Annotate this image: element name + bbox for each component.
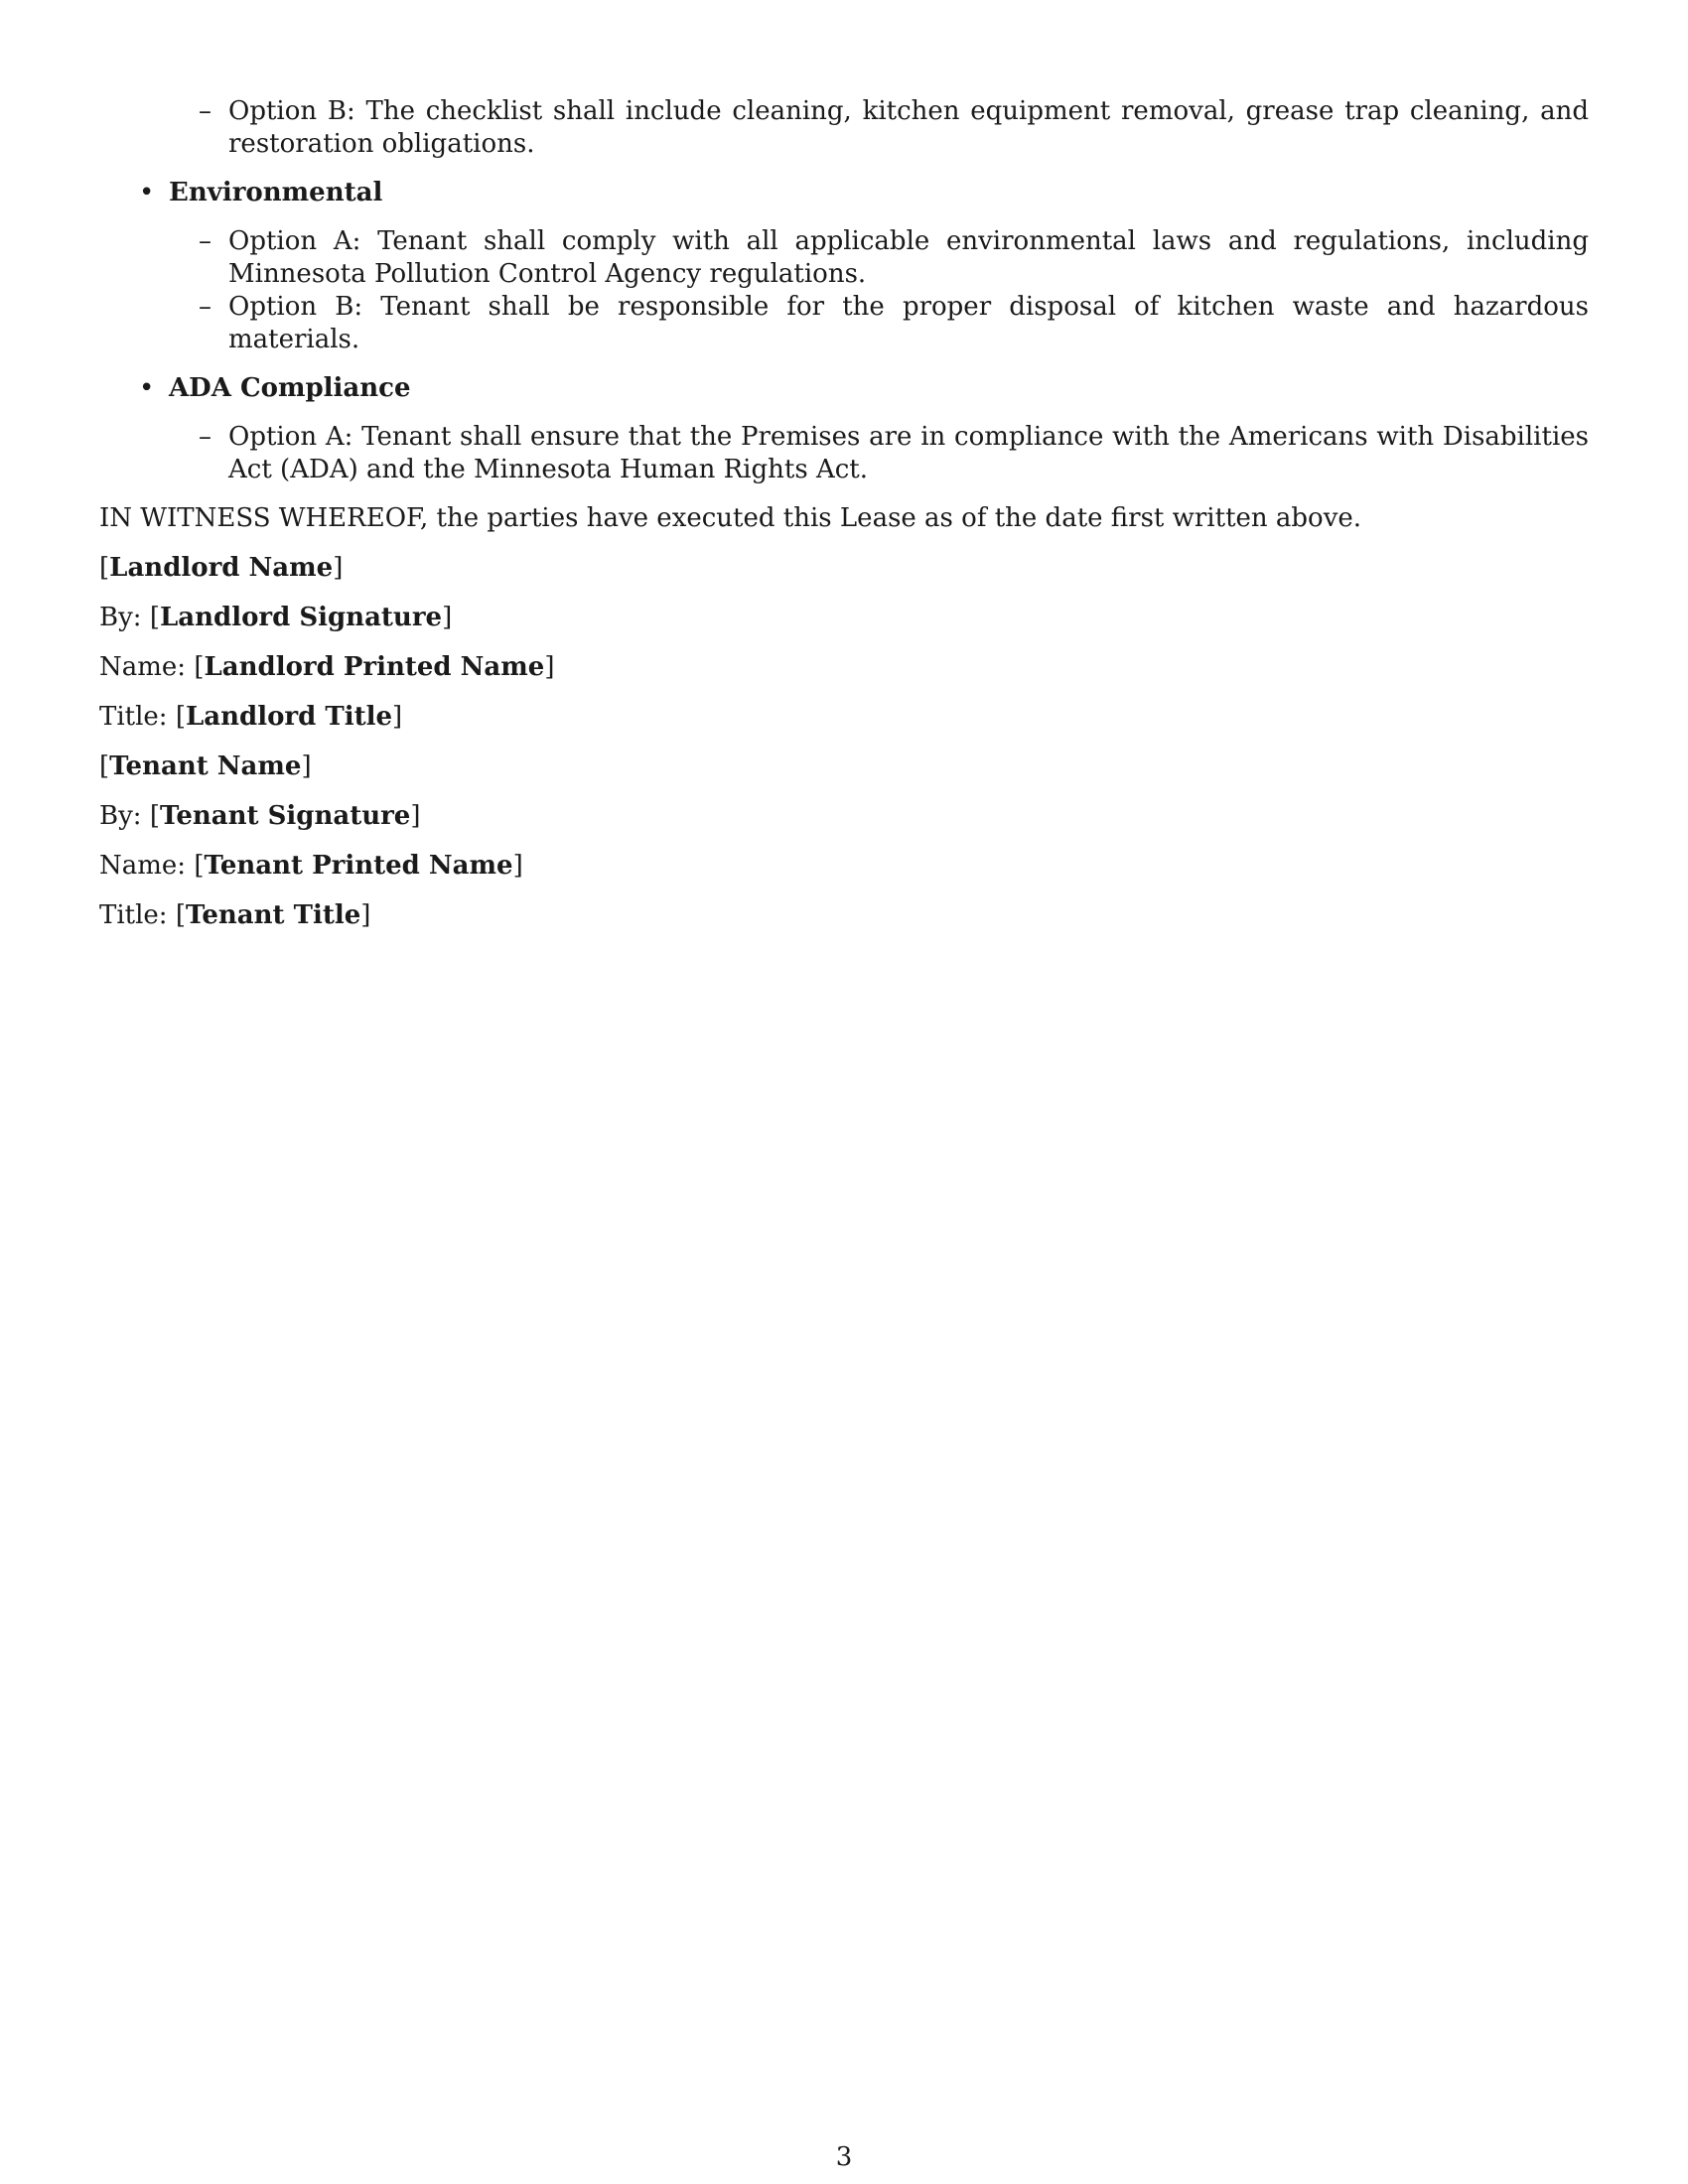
open-bracket: [ bbox=[175, 702, 186, 732]
title-label: Title: bbox=[99, 702, 168, 732]
close-bracket: ] bbox=[360, 900, 371, 930]
dash-marker: – bbox=[199, 422, 211, 452]
open-bracket: [ bbox=[175, 900, 186, 930]
tenant-title: Tenant Title bbox=[186, 900, 361, 930]
page-number: 3 bbox=[835, 2142, 853, 2172]
close-bracket: ] bbox=[512, 851, 523, 881]
landlord-signature: Landlord Signature bbox=[159, 603, 443, 632]
landlord-name: Landlord Name bbox=[109, 553, 334, 583]
by-label: By: bbox=[99, 603, 142, 632]
close-bracket: ] bbox=[442, 603, 453, 632]
option-text: Option A: Tenant shall comply with all applicable environmental laws and regulations, including Minnesota Pollution Control Agency regulations. bbox=[228, 226, 1589, 289]
environmental-heading bbox=[139, 177, 1589, 209]
landlord-printed-name-line bbox=[99, 651, 1589, 684]
document-body bbox=[99, 95, 1589, 932]
tenant-name-line bbox=[99, 751, 1589, 783]
closing-checklist-option-b bbox=[199, 95, 1589, 161]
open-bracket: [ bbox=[149, 603, 160, 632]
close-bracket: ] bbox=[333, 553, 344, 583]
bullet-marker: • bbox=[139, 178, 155, 207]
witness-clause: IN WITNESS WHEREOF, the parties have executed this Lease as of the date first written above. bbox=[99, 503, 1362, 533]
close-bracket: ] bbox=[392, 702, 403, 732]
open-bracket: [ bbox=[194, 652, 205, 682]
bullet-marker: • bbox=[139, 373, 155, 403]
landlord-name-line bbox=[99, 552, 1589, 585]
ada-option-a bbox=[199, 421, 1589, 486]
section-title: ADA Compliance bbox=[169, 373, 411, 403]
ada-heading bbox=[139, 372, 1589, 405]
landlord-printed-name: Landlord Printed Name bbox=[204, 652, 545, 682]
by-label: By: bbox=[99, 801, 142, 831]
open-bracket: [ bbox=[99, 553, 110, 583]
close-bracket: ] bbox=[410, 801, 421, 831]
landlord-title: Landlord Title bbox=[186, 702, 393, 732]
close-bracket: ] bbox=[301, 751, 312, 781]
tenant-printed-name-line bbox=[99, 850, 1589, 883]
tenant-by-line bbox=[99, 800, 1589, 833]
tenant-name: Tenant Name bbox=[109, 751, 302, 781]
landlord-by-line bbox=[99, 602, 1589, 634]
tenant-signature: Tenant Signature bbox=[159, 801, 411, 831]
environmental-option-b bbox=[199, 291, 1589, 356]
open-bracket: [ bbox=[99, 751, 110, 781]
dash-marker: – bbox=[199, 96, 211, 126]
name-label: Name: bbox=[99, 851, 187, 881]
name-label: Name: bbox=[99, 652, 187, 682]
option-text: Option A: Tenant shall ensure that the Premises are in compliance with the Americans with Disabilities Act (ADA) and the Minnesota Human Rights Act. bbox=[228, 422, 1589, 484]
open-bracket: [ bbox=[194, 851, 205, 881]
tenant-printed-name: Tenant Printed Name bbox=[204, 851, 513, 881]
landlord-title-line bbox=[99, 701, 1589, 734]
dash-marker: – bbox=[199, 292, 211, 322]
section-title: Environmental bbox=[169, 178, 383, 207]
option-text: Option B: Tenant shall be responsible for the proper disposal of kitchen waste and hazardous materials. bbox=[228, 292, 1589, 354]
environmental-option-a bbox=[199, 225, 1589, 291]
option-text: Option B: The checklist shall include cleaning, kitchen equipment removal, grease trap cleaning, and restoration obligations. bbox=[228, 96, 1589, 159]
title-label: Title: bbox=[99, 900, 168, 930]
tenant-title-line bbox=[99, 899, 1589, 932]
dash-marker: – bbox=[199, 226, 211, 256]
open-bracket: [ bbox=[149, 801, 160, 831]
close-bracket: ] bbox=[544, 652, 555, 682]
